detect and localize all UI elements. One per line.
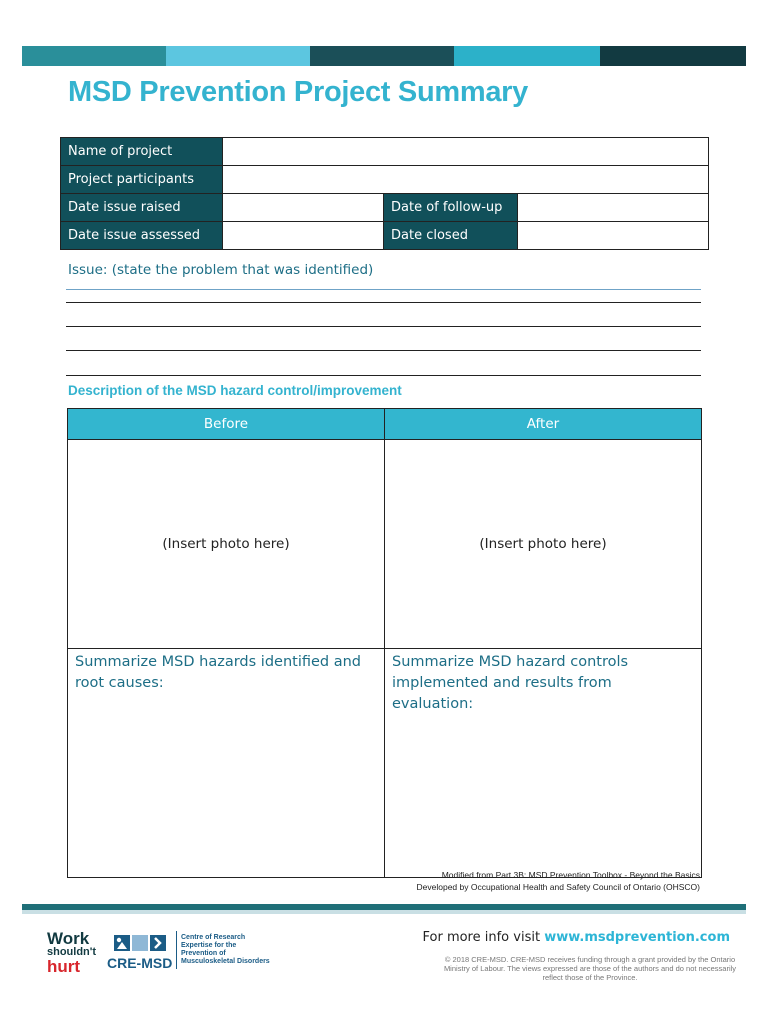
credit-line: Modified from Part 3B: MSD Prevention Toolbox - Beyond the Basics [441, 870, 700, 880]
before-photo-placeholder[interactable]: (Insert photo here) [68, 440, 385, 649]
project-info-table [60, 137, 709, 250]
date-issue-assessed-label: Date issue assessed [61, 222, 223, 250]
cre-msd-logo-icon [114, 932, 170, 954]
cre-desc-line: Centre of Research [181, 934, 246, 941]
issue-label: Issue: (state the problem that was identified) [68, 262, 374, 278]
cre-desc-line: Prevention of [181, 950, 226, 957]
date-issue-raised-field[interactable] [223, 194, 384, 222]
project-participants-label: Project participants [61, 166, 223, 194]
more-info [423, 930, 731, 945]
more-info-text: For more info visit [422, 930, 541, 945]
logo-word: Work [47, 929, 90, 948]
bottom-bar-shadow [22, 910, 746, 914]
before-summary[interactable]: Summarize MSD hazards identified and root causes: [68, 649, 385, 878]
after-summary[interactable]: Summarize MSD hazard controls implemented and results from evaluation: [385, 649, 702, 878]
top-bar-segment [600, 46, 746, 66]
logo-word: hurt [47, 957, 81, 976]
copyright-text: © 2018 CRE-MSD. CRE-MSD receives funding through a grant provided by the Ontario Ministry of Labour. The views expressed are those of the authors and do not necessarily reflect those of the Province. [443, 955, 737, 982]
issue-line[interactable] [66, 289, 701, 290]
date-closed-label: Date closed [384, 222, 518, 250]
issue-line[interactable] [66, 375, 701, 376]
page-title: MSD Prevention Project Summary [68, 76, 528, 108]
date-of-follow-up-field[interactable] [518, 194, 709, 222]
issue-line[interactable] [66, 302, 701, 303]
date-closed-field[interactable] [518, 222, 709, 250]
date-issue-assessed-field[interactable] [223, 222, 384, 250]
before-after-table [67, 408, 702, 878]
date-issue-raised-label: Date issue raised [61, 194, 223, 222]
logo-word: shouldn't [47, 946, 97, 958]
top-bar-segment [22, 46, 166, 66]
top-bar-segment [166, 46, 310, 66]
logo-divider [176, 931, 177, 969]
issue-line[interactable] [66, 326, 701, 327]
after-header: After [385, 409, 702, 440]
top-color-bar [22, 46, 746, 66]
top-bar-segment [310, 46, 454, 66]
after-photo-placeholder[interactable]: (Insert photo here) [385, 440, 702, 649]
before-header: Before [68, 409, 385, 440]
cre-msd-description [181, 934, 270, 966]
cre-desc-line: Expertise for the [181, 942, 237, 949]
cre-msd-logo-text: CRE-MSD [107, 955, 173, 971]
work-shouldnt-hurt-logo [47, 930, 95, 975]
credit-line: Developed by Occupational Health and Safety Council of Ontario (OHSCO) [416, 882, 700, 892]
issue-line[interactable] [66, 350, 701, 351]
project-participants-field[interactable] [223, 166, 709, 194]
website-link[interactable]: www.msdprevention.com [544, 930, 730, 945]
credit-note [417, 869, 700, 893]
description-label: Description of the MSD hazard control/improvement [68, 383, 402, 398]
date-of-follow-up-label: Date of follow-up [384, 194, 518, 222]
top-bar-segment [454, 46, 600, 66]
name-of-project-label: Name of project [61, 138, 223, 166]
name-of-project-field[interactable] [223, 138, 709, 166]
cre-desc-line: Musculoskeletal Disorders [181, 958, 270, 965]
